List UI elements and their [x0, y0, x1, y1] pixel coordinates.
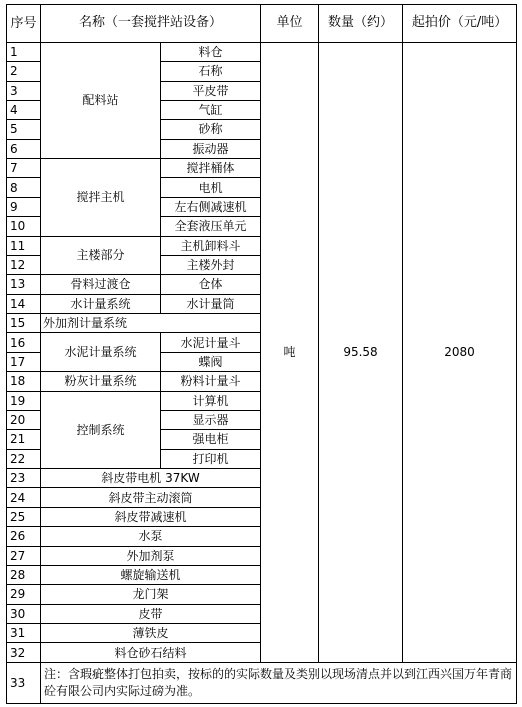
group-label: 控制系统 — [41, 391, 161, 469]
row-number: 13 — [7, 275, 41, 294]
item-name: 斜皮带电机 37KW — [41, 469, 261, 488]
item-name: 外加剂泵 — [41, 546, 261, 565]
header-row — [7, 5, 517, 43]
row-number: 26 — [7, 527, 41, 546]
item-name: 皮带 — [41, 604, 261, 623]
group-label: 粉灰计量系统 — [41, 372, 161, 391]
row-number: 25 — [7, 507, 41, 526]
price-value: 2080 — [403, 42, 517, 662]
equipment-table — [6, 4, 517, 704]
item-name: 料仓 — [161, 42, 261, 61]
row-number: 33 — [7, 662, 41, 703]
row-number: 24 — [7, 488, 41, 507]
row-number: 7 — [7, 159, 41, 178]
note-text: 注：含瑕疵整体打包拍卖，按标的的实际数量及类别以现场清点并以到江西兴国万年青商砼有限公司内实际过磅为准。 — [41, 662, 517, 703]
row-number: 20 — [7, 410, 41, 429]
group-label: 骨料过渡仓 — [41, 275, 161, 294]
row-number: 18 — [7, 372, 41, 391]
item-name: 水计量筒 — [161, 294, 261, 313]
row-number: 14 — [7, 294, 41, 313]
item-name: 打印机 — [161, 449, 261, 468]
group-label: 水计量系统 — [41, 294, 161, 313]
item-name: 斜皮带减速机 — [41, 507, 261, 526]
item-name: 仓体 — [161, 275, 261, 294]
item-name: 显示器 — [161, 410, 261, 429]
row-number: 10 — [7, 217, 41, 236]
item-name: 斜皮带主动滚筒 — [41, 488, 261, 507]
row-number: 21 — [7, 430, 41, 449]
row-number: 28 — [7, 565, 41, 584]
row-number: 31 — [7, 624, 41, 643]
row-number: 1 — [7, 42, 41, 61]
row-number: 2 — [7, 62, 41, 81]
row-number: 23 — [7, 469, 41, 488]
item-name: 砂称 — [161, 120, 261, 139]
item-name: 水泵 — [41, 527, 261, 546]
header-unit: 单位 — [261, 5, 319, 43]
qty-value: 95.58 — [319, 42, 403, 662]
group-label: 外加剂计量系统 — [41, 314, 261, 333]
item-name: 蝶阀 — [161, 352, 261, 371]
row-number: 19 — [7, 391, 41, 410]
note-row — [7, 662, 517, 703]
unit-value: 吨 — [261, 42, 319, 662]
row-number: 11 — [7, 236, 41, 255]
group-label: 配料站 — [41, 42, 161, 158]
item-name: 石称 — [161, 62, 261, 81]
row-number: 8 — [7, 178, 41, 197]
group-label: 水泥计量系统 — [41, 333, 161, 372]
row-number: 5 — [7, 120, 41, 139]
item-name: 薄铁皮 — [41, 624, 261, 643]
row-number: 9 — [7, 197, 41, 216]
row-number: 4 — [7, 100, 41, 119]
header-price: 起拍价（元/吨） — [403, 5, 517, 43]
item-name: 水泥计量斗 — [161, 333, 261, 352]
item-name: 搅拌桶体 — [161, 159, 261, 178]
group-label: 搅拌主机 — [41, 159, 161, 237]
row-number: 29 — [7, 585, 41, 604]
item-name: 主机卸料斗 — [161, 236, 261, 255]
item-name: 平皮带 — [161, 81, 261, 100]
item-name: 计算机 — [161, 391, 261, 410]
header-seq: 序号 — [7, 5, 41, 43]
row-number: 3 — [7, 81, 41, 100]
row-number: 30 — [7, 604, 41, 623]
row-number: 6 — [7, 139, 41, 158]
row-number: 17 — [7, 352, 41, 371]
row-number: 16 — [7, 333, 41, 352]
row-number: 27 — [7, 546, 41, 565]
header-qty: 数量（约） — [319, 5, 403, 43]
item-name: 龙门架 — [41, 585, 261, 604]
item-name: 全套液压单元 — [161, 217, 261, 236]
item-name: 振动器 — [161, 139, 261, 158]
item-name: 气缸 — [161, 100, 261, 119]
row-number: 15 — [7, 314, 41, 333]
row-number: 22 — [7, 449, 41, 468]
item-name: 螺旋输送机 — [41, 565, 261, 584]
item-name: 左右侧减速机 — [161, 197, 261, 216]
item-name: 强电柜 — [161, 430, 261, 449]
item-name: 料仓砂石结料 — [41, 643, 261, 662]
group-label: 主楼部分 — [41, 236, 161, 275]
item-name: 主楼外封 — [161, 255, 261, 274]
header-name: 名称（一套搅拌站设备） — [41, 5, 261, 43]
row-number: 12 — [7, 255, 41, 274]
row-number: 32 — [7, 643, 41, 662]
item-name: 粉料计量斗 — [161, 372, 261, 391]
item-name: 电机 — [161, 178, 261, 197]
table-row — [7, 42, 517, 61]
